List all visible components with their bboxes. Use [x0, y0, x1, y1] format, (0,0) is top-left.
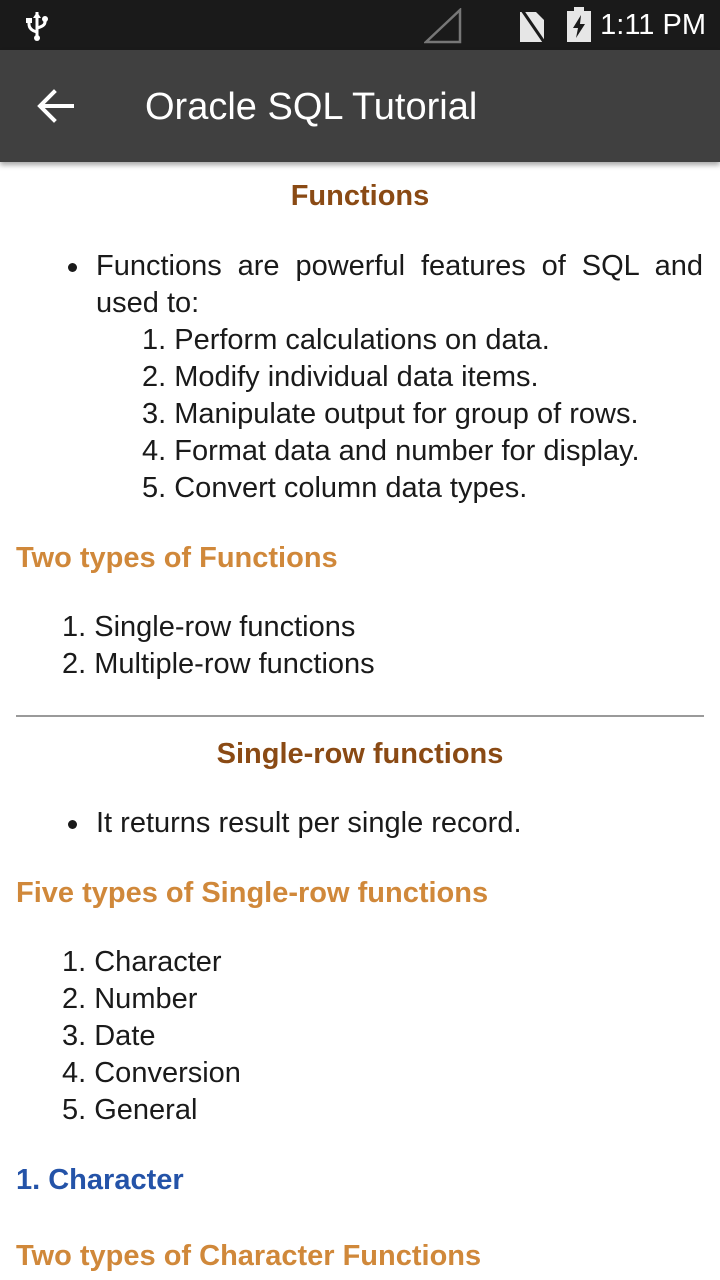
list-item: 3. Date: [62, 1020, 156, 1052]
single-row-heading: Single-row functions: [216, 738, 504, 770]
list-item: 4. Conversion: [62, 1057, 241, 1089]
article-content: [0, 162, 720, 1280]
list-item: 4. Format data and number for display.: [142, 435, 640, 467]
page-title: Oracle SQL Tutorial: [145, 86, 478, 128]
list-item: 2. Number: [62, 983, 198, 1015]
char-types-heading: Two types of Character Functions: [16, 1240, 482, 1272]
list-item: 5. General: [62, 1094, 198, 1126]
usb-icon: [24, 10, 50, 42]
single-row-description: It returns result per single record.: [96, 807, 522, 839]
app-bar: [0, 50, 720, 162]
section-divider: [16, 715, 704, 717]
list-item: 2. Multiple-row functions: [62, 648, 375, 680]
battery-charging-icon: [566, 7, 592, 43]
status-time: 1:11 PM: [600, 9, 706, 41]
bullet-icon: [68, 263, 77, 272]
character-heading: 1. Character: [16, 1164, 184, 1196]
no-sim-icon: [518, 8, 546, 44]
list-item: 1. Perform calculations on data.: [142, 324, 550, 356]
five-types-heading: Five types of Single-row functions: [16, 877, 489, 909]
list-item: 1. Single-row functions: [62, 611, 356, 643]
signal-icon: [424, 8, 462, 44]
arrow-left-icon[interactable]: [36, 88, 76, 124]
two-types-heading: Two types of Functions: [16, 542, 338, 574]
list-item: 3. Manipulate output for group of rows.: [142, 398, 639, 430]
status-bar: [0, 0, 720, 50]
bullet-icon: [68, 820, 77, 829]
list-item: 5. Convert column data types.: [142, 472, 528, 504]
functions-description: Functions are powerful features of SQL and used to:: [96, 250, 703, 319]
functions-heading: Functions: [290, 180, 430, 212]
list-item: 1. Character: [62, 946, 222, 978]
list-item: 2. Modify individual data items.: [142, 361, 539, 393]
